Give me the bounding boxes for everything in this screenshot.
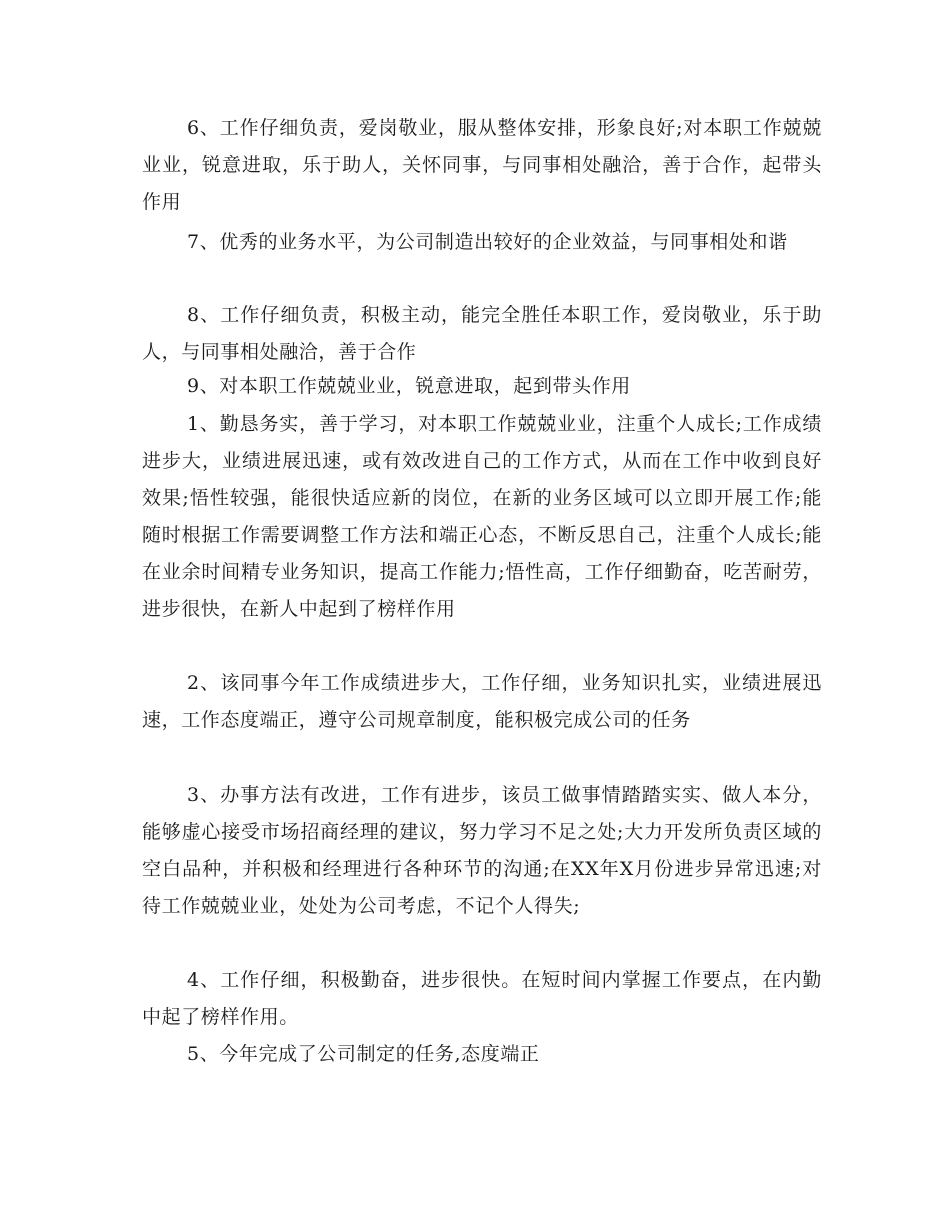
paragraph-item-3: 3、办事方法有改进，工作有进步，该员工做事情踏踏实实、做人本分，能够虚心接受市场招商经理的建议，努力学习不足之处;大力开发所负责区域的空白品种，并积极和经理进行各种环节的沟通;在XX年X月份进步异常迅速;对待工作兢兢业业，处处为公司考虑，不记个人得失; xyxy=(142,784,822,917)
paragraph-item-1: 1、勤恳务实，善于学习，对本职工作兢兢业业，注重个人成长;工作成绩进步大，业绩进展迅速，或有效改进自己的工作方式，从而在工作中收到良好效果;悟性较强，能很快适应新的岗位，在新的业务区域可以立即开展工作;能随时根据工作需要调整工作方法和端正心态，不断反思自己，注重个人成长;能在业余时间精专业务知识，提高工作能力;悟性高，工作仔细勤奋，吃苦耐劳，进步很快，在新人中起到了榜样作用 xyxy=(142,413,822,620)
paragraph-item-2: 2、该同事今年工作成绩进步大，工作仔细，业务知识扎实，业绩进展迅速，工作态度端正，遵守公司规章制度，能积极完成公司的任务 xyxy=(142,672,822,731)
paragraph-item-9: 9、对本职工作兢兢业业，锐意进取，起到带头作用 xyxy=(187,375,631,397)
paragraph-item-7: 7、优秀的业务水平，为公司制造出较好的企业效益，与同事相处和谐 xyxy=(187,231,788,253)
paragraph-item-8: 8、工作仔细负责，积极主动，能完全胜任本职工作，爱岗敬业，乐于助人，与同事相处融洽，善于合作 xyxy=(142,304,822,363)
paragraph-item-4: 4、工作仔细，积极勤奋，进步很快。在短时间内掌握工作要点，在内勤中起了榜样作用。 xyxy=(142,969,822,1028)
paragraph-item-6: 6、工作仔细负责，爱岗敬业，服从整体安排，形象良好;对本职工作兢兢业业，锐意进取，乐于助人，关怀同事，与同事相处融洽，善于合作，起带头作用 xyxy=(142,117,822,213)
paragraph-item-5: 5、今年完成了公司制定的任务,态度端正 xyxy=(187,1043,540,1065)
